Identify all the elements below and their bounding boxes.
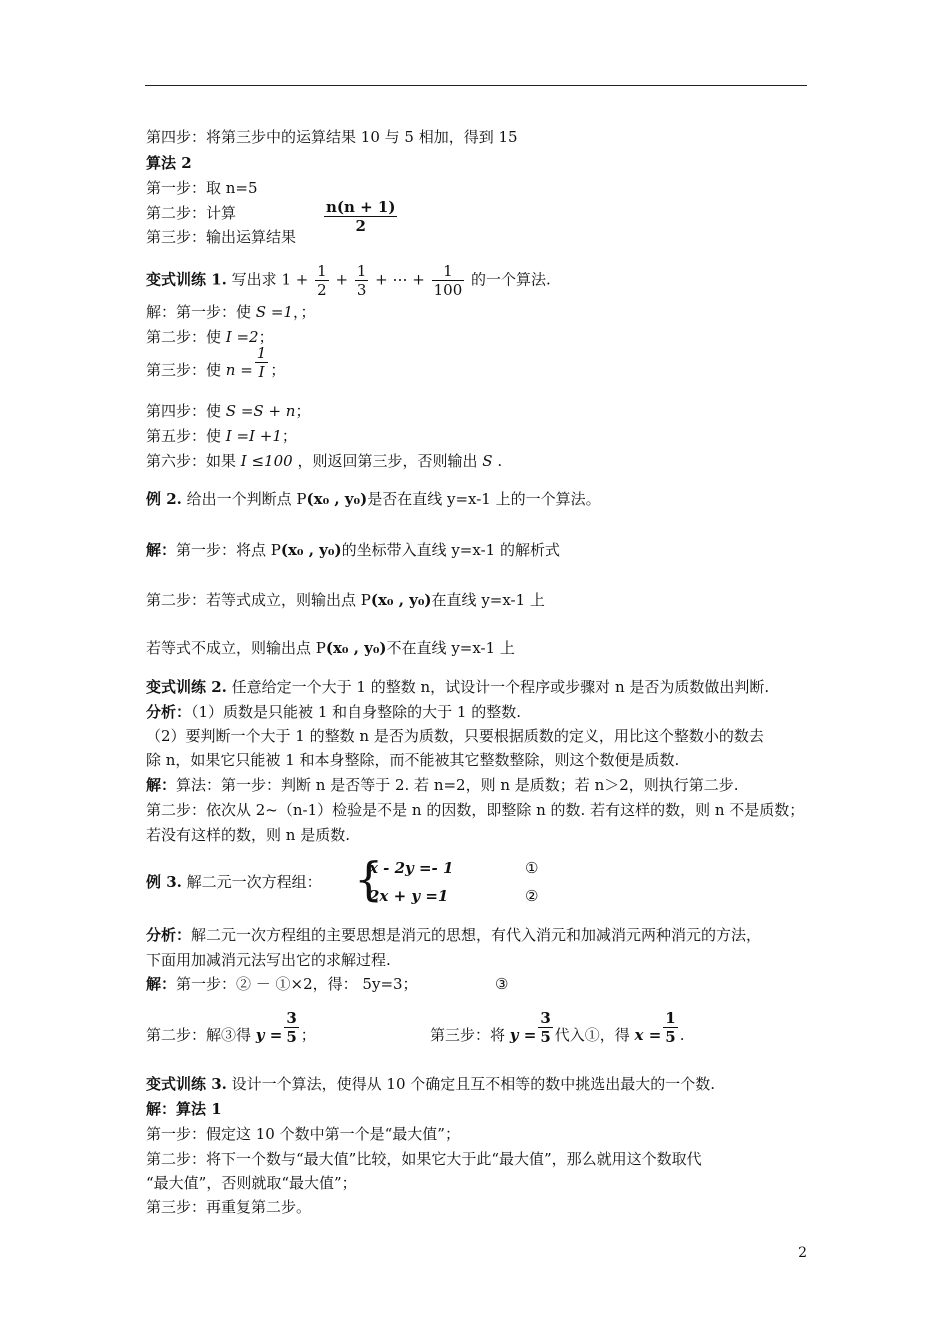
text: 算法 1 bbox=[176, 1100, 222, 1118]
text-line: （2）要判断一个大于 1 的整数 n 是否为质数，只要根据质数的定义，用比这个整数小的数去 bbox=[146, 727, 764, 745]
text-line bbox=[146, 343, 286, 381]
text-line bbox=[146, 677, 769, 697]
text: 第三步：使 bbox=[146, 361, 222, 379]
text-line bbox=[146, 426, 297, 446]
label: 解： bbox=[146, 541, 177, 559]
text: 解二元一次方程组： bbox=[181, 873, 322, 891]
example-2-line bbox=[146, 489, 601, 509]
text: ，则返回第三步，否则输出 bbox=[297, 452, 478, 470]
math: S =S + n bbox=[225, 402, 296, 420]
text: ； bbox=[270, 361, 286, 379]
fraction bbox=[284, 1009, 298, 1046]
text: 第六步：如果 bbox=[146, 452, 237, 470]
example-3-line bbox=[146, 872, 322, 892]
text: ； bbox=[295, 402, 311, 420]
text: ； bbox=[281, 427, 297, 445]
fraction-denominator: 2 bbox=[355, 217, 366, 235]
equation-1: x - 2y =- 1 bbox=[369, 859, 454, 877]
math: y = bbox=[509, 1026, 537, 1044]
text-line: 第一步：取 n=5 bbox=[146, 179, 258, 197]
math: + bbox=[335, 270, 349, 289]
text: 第二步：若等式成立，则输出点 P bbox=[146, 591, 371, 609]
exercise-label: 变式训练 2. bbox=[146, 678, 227, 696]
math: x = bbox=[634, 1026, 662, 1044]
text-line: 第四步：将第三步中的运算结果 10 与 5 相加，得到 15 bbox=[146, 128, 518, 146]
text: 在直线 y=x-1 上 bbox=[431, 591, 545, 609]
text: （1）质数是只能被 1 和自身整除的大于 1 的整数. bbox=[191, 703, 521, 721]
circled-2: ② bbox=[525, 887, 539, 905]
fraction-numerator: 1 bbox=[356, 262, 367, 280]
text: 算法：第一步：判断 n 是否等于 2. 若 n=2，则 n 是质数；若 n＞2，则执行第二步. bbox=[176, 776, 739, 794]
page-number: 2 bbox=[798, 1245, 807, 1261]
text: 代入①，得 bbox=[554, 1026, 630, 1044]
exercise-1-line bbox=[146, 262, 551, 299]
fraction-denominator: 100 bbox=[433, 281, 463, 299]
system-brace: { bbox=[354, 852, 384, 906]
text-line bbox=[146, 401, 310, 421]
text: 第二步：解③得 bbox=[146, 1026, 252, 1044]
math: S bbox=[482, 452, 493, 470]
text: 解：第一步：使 bbox=[146, 303, 252, 321]
text-line bbox=[146, 1008, 316, 1046]
text: 是否在直线 y=x-1 上的一个算法。 bbox=[367, 490, 601, 508]
text-line: 除 n，如果它只能被 1 和本身整除，而不能被其它整数整除，则这个数便是质数. bbox=[146, 751, 680, 769]
text: ； bbox=[258, 328, 274, 346]
text-line bbox=[146, 590, 545, 610]
example-label: 例 2. bbox=[146, 490, 182, 508]
exercise-label: 变式训练 1. bbox=[146, 270, 227, 289]
text-line bbox=[146, 925, 761, 945]
text: 的坐标带入直线 y=x-1 的解析式 bbox=[341, 541, 560, 559]
label: 解： bbox=[146, 975, 177, 993]
text-line: 第三步：再重复第二步。 bbox=[146, 1198, 312, 1216]
math: S =1 bbox=[255, 303, 293, 321]
text-line: 第二步：将下一个数与“最大值”比较，如果它大于此“最大值”，那么就用这个数取代 bbox=[146, 1150, 702, 1168]
fraction-denominator: 3 bbox=[356, 281, 367, 299]
text-line bbox=[146, 302, 315, 322]
text: 第三步：将 bbox=[430, 1026, 506, 1044]
fraction-numerator: n(n + 1) bbox=[326, 198, 396, 216]
text-line: 第二步：计算 bbox=[146, 204, 237, 222]
math: n = bbox=[225, 361, 253, 379]
math: I =2 bbox=[225, 328, 259, 346]
text: . bbox=[679, 1026, 685, 1044]
label: 分析： bbox=[146, 926, 192, 944]
text-line bbox=[146, 702, 521, 722]
fraction-numerator: 3 bbox=[540, 1008, 551, 1027]
text: 第二步：使 bbox=[146, 328, 222, 346]
exercise-label: 变式训练 3. bbox=[146, 1075, 227, 1093]
text: ，； bbox=[292, 303, 316, 321]
fraction-denominator: 5 bbox=[286, 1027, 297, 1046]
text: 写出求 bbox=[226, 270, 277, 289]
math: + ⋯ + bbox=[375, 270, 425, 289]
text-line bbox=[430, 1008, 685, 1046]
text: 第一步：② － ①×2，得： 5y=3； bbox=[176, 975, 418, 993]
text: 任意给定一个大于 1 的整数 n，试设计一个程序或步骤对 n 是否为质数做出判断. bbox=[226, 678, 770, 696]
text-line: “最大值”，否则就取“最大值”； bbox=[146, 1174, 357, 1192]
fraction-numerator: 1 bbox=[665, 1008, 676, 1027]
text: ； bbox=[300, 1026, 316, 1044]
text-line bbox=[146, 1099, 222, 1119]
header-rule bbox=[145, 85, 807, 86]
math: (x₀ , y₀) bbox=[280, 541, 342, 559]
fraction-denominator: 2 bbox=[317, 281, 327, 299]
math: y = bbox=[255, 1026, 283, 1044]
fraction bbox=[663, 1009, 677, 1046]
text-line: 若没有这样的数，则 n 是质数. bbox=[146, 826, 350, 844]
text-line bbox=[146, 1074, 715, 1094]
heading-algorithm-2: 算法 2 bbox=[146, 154, 192, 172]
fraction-numerator: 1 bbox=[317, 262, 327, 280]
text: 解二元一次方程组的主要思想是消元的思想，有代入消元和加减消元两种消元的方法， bbox=[191, 926, 762, 944]
fraction bbox=[315, 262, 329, 299]
math: (x₀ , y₀) bbox=[370, 591, 432, 609]
formula-n-fraction bbox=[324, 198, 397, 235]
text: 的一个算法. bbox=[471, 270, 551, 289]
math: I =I +1 bbox=[225, 427, 282, 445]
label: 解： bbox=[146, 1100, 177, 1118]
equation-2: 2x + y =1 bbox=[369, 887, 449, 905]
text: 若等式不成立，则输出点 P bbox=[146, 639, 326, 657]
fraction-denominator: 5 bbox=[540, 1027, 551, 1046]
text-line bbox=[146, 540, 560, 560]
fraction-denominator: 5 bbox=[665, 1027, 676, 1046]
fraction bbox=[255, 344, 269, 381]
math: (x₀ , y₀) bbox=[325, 639, 387, 657]
text: 第一步：将点 P bbox=[176, 541, 281, 559]
math: 1 + bbox=[281, 270, 309, 289]
text-line bbox=[146, 775, 739, 795]
text-line: 下面用加减消元法写出它的求解过程. bbox=[146, 951, 391, 969]
text: 第四步：使 bbox=[146, 402, 222, 420]
math: (x₀ , y₀) bbox=[306, 490, 368, 508]
text-line bbox=[146, 638, 515, 658]
text-line bbox=[146, 974, 418, 994]
circled-1: ① bbox=[525, 859, 539, 877]
text-line bbox=[146, 451, 502, 471]
circled-3: ③ bbox=[495, 975, 509, 993]
fraction bbox=[432, 262, 465, 299]
label: 解： bbox=[146, 776, 177, 794]
text: 第五步：使 bbox=[146, 427, 222, 445]
label: 分析： bbox=[146, 703, 192, 721]
example-label: 例 3. bbox=[146, 873, 182, 891]
text: 给出一个判断点 P bbox=[181, 490, 307, 508]
fraction bbox=[538, 1009, 552, 1046]
text-line: 第一步：假定这 10 个数中第一个是“最大值”； bbox=[146, 1125, 460, 1143]
fraction-denominator: I bbox=[258, 362, 265, 381]
text-line: 第三步：输出运算结果 bbox=[146, 228, 297, 246]
fraction-numerator: 1 bbox=[432, 262, 465, 281]
fraction-numerator: 1 bbox=[256, 343, 267, 362]
text: 不在直线 y=x-1 上 bbox=[386, 639, 515, 657]
text-line: 第二步：依次从 2~（n-1）检验是不是 n 的因数，即整除 n 的数. 若有这样的数，则 n 不是质数； bbox=[146, 801, 805, 819]
math: I ≤100 bbox=[240, 452, 293, 470]
text: . bbox=[497, 452, 503, 470]
fraction bbox=[355, 262, 369, 299]
text: 设计一个算法，使得从 10 个确定且互不相等的数中挑选出最大的一个数. bbox=[226, 1075, 716, 1093]
fraction-numerator: 3 bbox=[286, 1008, 297, 1027]
